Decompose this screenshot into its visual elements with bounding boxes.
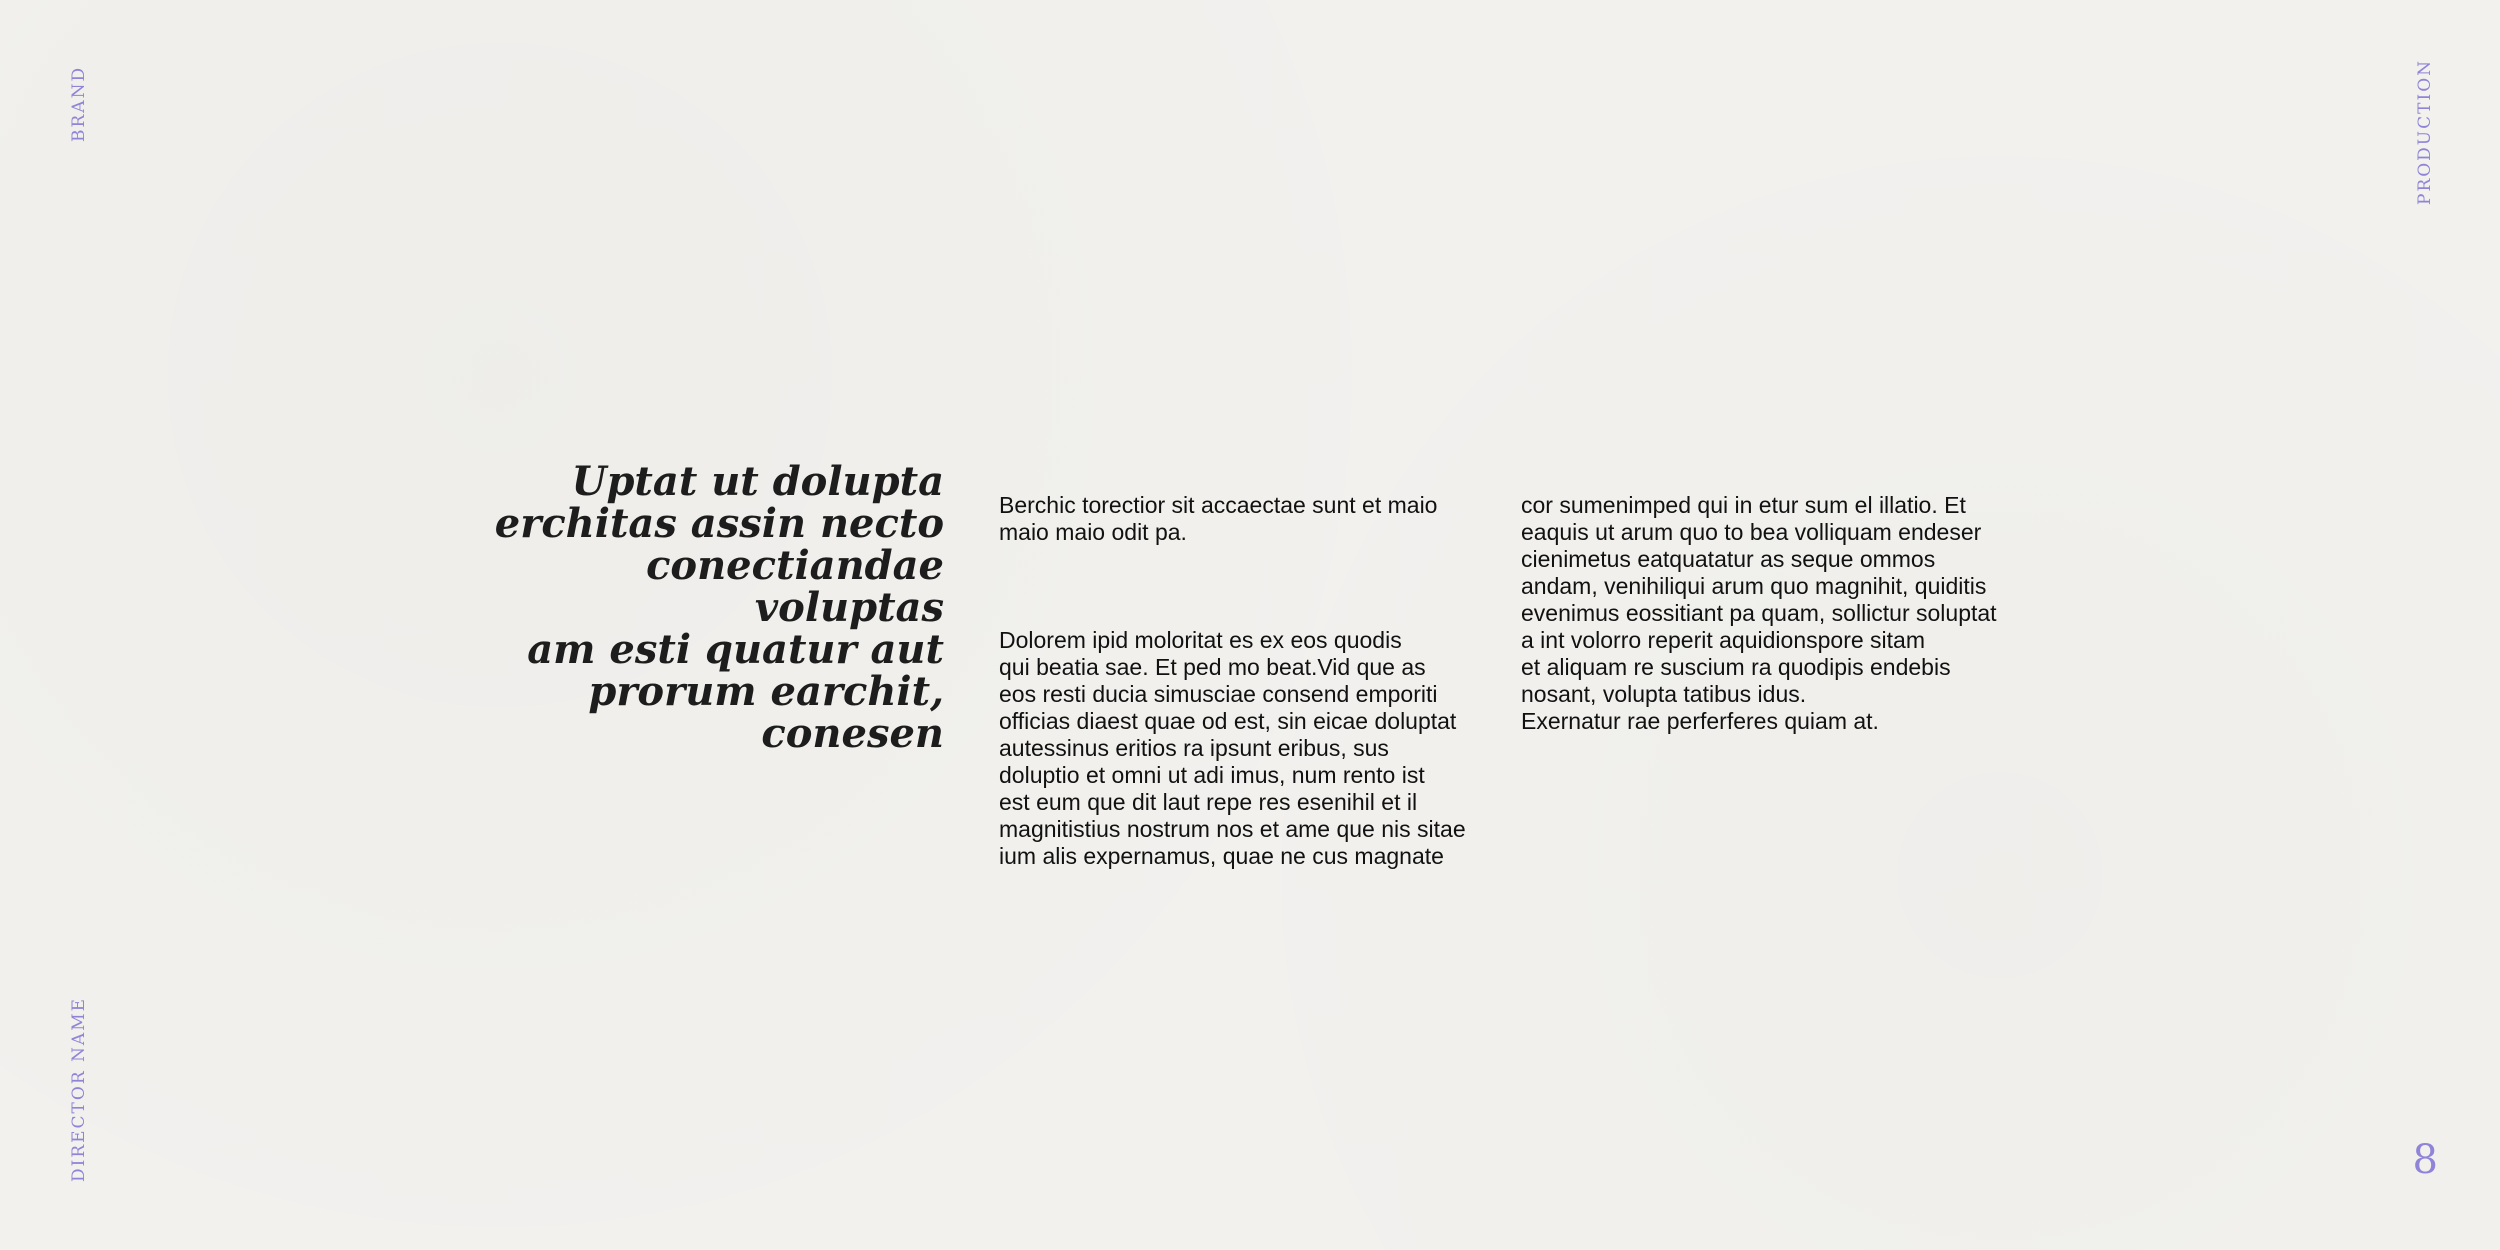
column-1-paragraph-2: Dolorem ipid moloritat es ex eos quodis qui beatia sae. Et ped mo beat.Vid que as eos resti ducia simusciae consend emporiti officias diaest quae od est, sin eicae doluptat autessinus eritios ra ipsunt eribus, sus doluptio et omni ut adi imus, num rento ist est eum que dit laut repe res esenihil et il magnitistius nostrum nos et ame que nis sitae ium alis expernamus, quae ne cus magnate — [999, 627, 1466, 869]
brand-label: BRAND — [69, 65, 89, 142]
director-name-label: DIRECTOR NAME — [69, 996, 89, 1182]
paragraph-spacer — [999, 573, 1491, 600]
body-column-2 — [1521, 465, 2021, 762]
headline: Uptat ut dolupta erchitas assin necto conectiandae voluptas am esti quatur aut prorum earchit, conesen — [494, 458, 944, 757]
page-number: 8 — [2412, 1137, 2438, 1183]
column-2-paragraph-1: cor sumenimped qui in etur sum el illatio. Et eaquis ut arum quo to bea volliquam endeser cienimetus eatquatatur as seque ommos andam, venihiliqui arum quo magnihit, quiditis evenimus eossitiant pa quam, sollictur soluptat a int volorro reperit aquidionspore sitam et aliquam re suscium ra quodipis endebis nosant, volupta tatibus idus. Exernatur rae perferferes quiam at. — [1521, 492, 1997, 734]
body-column-1 — [999, 465, 1491, 897]
main-content — [0, 458, 2500, 869]
column-1-paragraph-1: Berchic torectior sit accaectae sunt et maio maio maio odit pa. — [999, 492, 1438, 545]
production-label: PRODUCTION — [2415, 58, 2435, 205]
